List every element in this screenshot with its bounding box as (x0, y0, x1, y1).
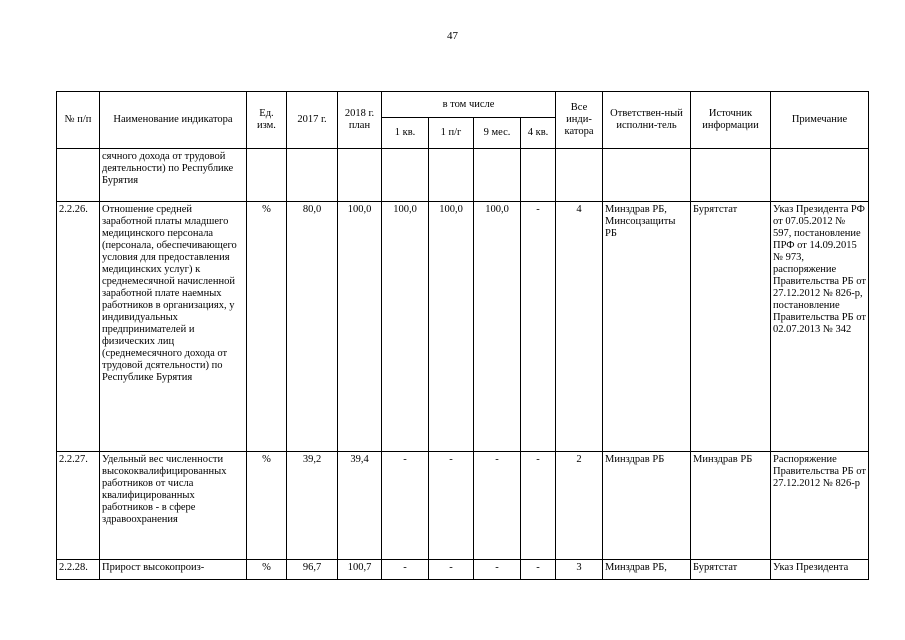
header-num: № п/п (57, 92, 100, 149)
cell-name: Прирост высокопроиз- (100, 560, 247, 580)
cell-note (771, 149, 869, 202)
cell-q1: - (382, 560, 429, 580)
cell-2018: 100,7 (338, 560, 382, 580)
table-row (57, 560, 869, 580)
cell-num: 2.2.27. (57, 452, 100, 560)
header-q4: 4 кв. (521, 118, 556, 149)
cell-note: Распоряжение Правительства РБ от 27.12.2012 № 826-р (771, 452, 869, 560)
header-q1: 1 кв. (382, 118, 429, 149)
header-2017: 2017 г. (287, 92, 338, 149)
cell-responsible (603, 149, 691, 202)
header-name: Наименование индикатора (100, 92, 247, 149)
cell-2017: 39,2 (287, 452, 338, 560)
table-row (57, 202, 869, 452)
cell-2018: 100,0 (338, 202, 382, 452)
cell-total: 3 (556, 560, 603, 580)
cell-2017: 96,7 (287, 560, 338, 580)
header-source: Источник информации (691, 92, 771, 149)
cell-q4: - (521, 560, 556, 580)
cell-9m (474, 149, 521, 202)
cell-note: Указ Президента (771, 560, 869, 580)
cell-h1: 100,0 (429, 202, 474, 452)
cell-q4: - (521, 202, 556, 452)
indicators-table (56, 91, 869, 580)
cell-name: сячного дохода от трудовой деятельности) по Республике Бурятия (100, 149, 247, 202)
cell-9m: - (474, 560, 521, 580)
header-total: Все инди-катора (556, 92, 603, 149)
cell-num: 2.2.28. (57, 560, 100, 580)
cell-q1: - (382, 452, 429, 560)
cell-h1 (429, 149, 474, 202)
table-row (57, 149, 869, 202)
table-header-row (57, 92, 869, 118)
cell-name: Отношение средней заработной платы младшего медицинского персонала (персонала, обеспечивающего условия для предоставления медицинских услуг) к среднемесячной начисленной заработной плате наемных работников в организациях, у индивидуальных предпринимателей и физических лиц (среднемесячного дохода от трудовой дсятельности) по Республике Бурятия (100, 202, 247, 452)
cell-responsible: Минздрав РБ (603, 452, 691, 560)
cell-unit (247, 149, 287, 202)
cell-source: Минздрав РБ (691, 452, 771, 560)
cell-num: 2.2.26. (57, 202, 100, 452)
table-row (57, 452, 869, 560)
header-responsible: Ответствен-ный исполни-тель (603, 92, 691, 149)
cell-q4 (521, 149, 556, 202)
cell-total: 4 (556, 202, 603, 452)
cell-2017: 80,0 (287, 202, 338, 452)
cell-unit: % (247, 452, 287, 560)
cell-name: Удельный вес численности высококвалифицированных работников от числа квалифицированных работников - в сфере здравоохранения (100, 452, 247, 560)
header-2018: 2018 г. план (338, 92, 382, 149)
cell-source: Бурятстат (691, 560, 771, 580)
cell-q1 (382, 149, 429, 202)
cell-2018 (338, 149, 382, 202)
cell-h1: - (429, 560, 474, 580)
header-including: в том числе (382, 92, 556, 118)
header-9m: 9 мес. (474, 118, 521, 149)
cell-num (57, 149, 100, 202)
cell-total: 2 (556, 452, 603, 560)
cell-2017 (287, 149, 338, 202)
cell-source: Бурятстат (691, 202, 771, 452)
cell-unit: % (247, 202, 287, 452)
header-note: Примечание (771, 92, 869, 149)
header-h1: 1 п/г (429, 118, 474, 149)
cell-source (691, 149, 771, 202)
header-unit: Ед. изм. (247, 92, 287, 149)
cell-h1: - (429, 452, 474, 560)
cell-2018: 39,4 (338, 452, 382, 560)
cell-9m: 100,0 (474, 202, 521, 452)
cell-total (556, 149, 603, 202)
cell-responsible: Минздрав РБ, Минсоцзащиты РБ (603, 202, 691, 452)
cell-unit: % (247, 560, 287, 580)
cell-q4: - (521, 452, 556, 560)
cell-q1: 100,0 (382, 202, 429, 452)
cell-9m: - (474, 452, 521, 560)
cell-responsible: Минздрав РБ, (603, 560, 691, 580)
cell-note: Указ Президента РФ от 07.05.2012 № 597, постановление ПРФ от 14.09.2015 № 973, распоряжение Правительства РБ от 27.12.2012 № 826-р, постановление Правительства РБ от 02.07.2013 № 342 (771, 202, 869, 452)
page-number: 47 (447, 30, 458, 42)
